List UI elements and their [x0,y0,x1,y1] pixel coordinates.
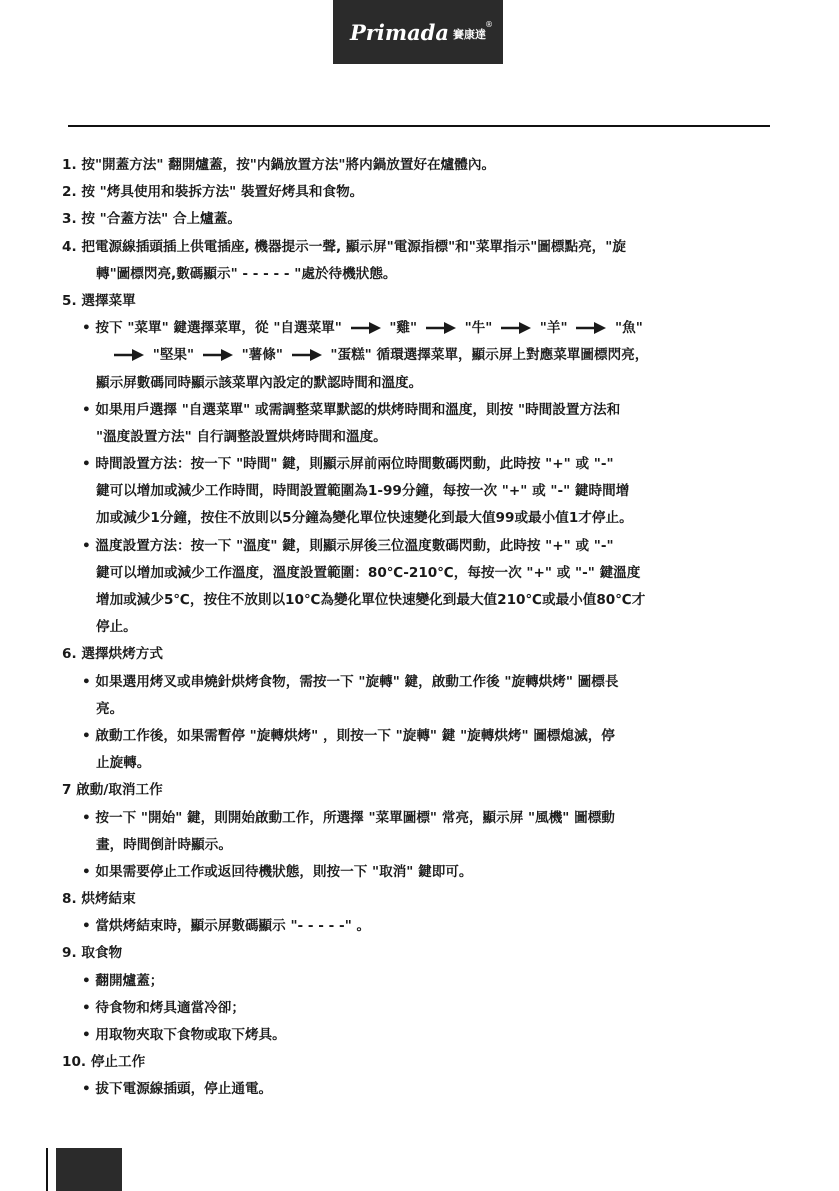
header-rule [68,125,770,127]
custom-menu-line-1: • 如果用戶選擇 "自選菜單" 或需調整菜單默認的烘烤時間和溫度，則按 "時間設置方法和 [82,401,621,418]
arrow-right-icon [292,349,322,361]
arrow-right-icon [203,349,233,361]
menu-chicken: "雞" [389,320,418,337]
time-setting-line-3: 加或減少1分鐘，按住不放則以5分鐘為變化單位快速變化到最大值99或最小值1才停止。 [96,510,633,527]
registered-mark: ® [485,20,493,29]
step-7-title: 7 啟動/取消工作 [62,782,163,799]
menu-lamb: "羊" [539,320,568,337]
menu-nuts: "堅果" [152,347,195,364]
take-food-line-1: • 翻開爐蓋； [82,972,164,989]
temp-setting-line-4: 停止。 [96,619,137,636]
pause-rotation-line-1: • 啟動工作後，如果需暫停 "旋轉烘烤" ，則按一下 "旋轉" 鍵 "旋轉烘烤" 圖標熄滅，停 [82,727,615,744]
start-line-2: 畫，時間倒計時顯示。 [96,836,232,853]
arrow-right-icon [114,349,144,361]
take-food-line-2: • 待食物和烤具適當冷卻； [82,999,245,1016]
step-9-title: 9. 取食物 [62,945,123,962]
menu-cycle-line-3: 顯示屏數碼同時顯示該菜單內設定的默認時間和溫度。 [96,374,423,391]
temp-setting-line-1: • 溫度設置方法：按一下 "溫度" 鍵，則顯示屏後三位溫度數碼閃動，此時按 "+" 或 "-" [82,537,614,554]
time-setting-line-2: 鍵可以增加或減少工作時間，時間設置範圍為1-99分鐘，每按一次 "+" 或 "-" 鍵時間增 [96,483,630,500]
footer-rule [46,1148,48,1191]
custom-menu-line-2: "溫度設置方法" 自行調整設置烘烤時間和溫度。 [96,428,387,445]
step-3: 3. 按 "合蓋方法" 合上爐蓋。 [62,211,241,228]
brand-name: Primada [350,19,449,45]
page-number-tab [56,1148,122,1191]
take-food-line-3: • 用取物夾取下食物或取下烤具。 [82,1027,286,1043]
menu-fish: "魚" [615,320,643,337]
brand-logo [333,0,503,64]
step-4-line-2: 轉"圖標閃亮,數碼顯示" - - - - - "處於待機狀態。 [96,265,397,282]
rotisserie-line-1: • 如果選用烤叉或串燒針烘烤食物，需按一下 "旋轉" 鍵，啟動工作後 "旋轉烘烤" 圖標長 [82,673,619,690]
rotisserie-line-2: 亮。 [96,700,124,717]
menu-cycle-line-1 [62,315,774,342]
step-2: 2. 按 "烤具使用和裝拆方法" 裝置好烤具和食物。 [62,184,364,201]
menu-cycle-text: • 按下 "菜單" 鍵選擇菜單，從 "自選菜單" [82,320,342,337]
menu-fries: "薯條" [241,347,283,364]
step-10-title: 10. 停止工作 [62,1054,146,1071]
brand-name-cn: 賽康達 [452,27,486,41]
pause-rotation-line-2: 止旋轉。 [96,755,151,772]
step-5-title: 5. 選擇菜單 [62,292,136,309]
menu-cycle-line-2 [62,342,774,369]
instructions-body [62,152,774,1104]
step-6-title: 6. 選擇烘烤方式 [62,646,163,663]
step-4-line-1: 4. 把電源線插頭插上供電插座, 機器提示一聲, 顯示屏"電源指標"和"菜單指示"圖標點亮，"旋 [62,238,626,255]
step-8-title: 8. 烘烤結束 [62,891,136,908]
menu-cake-tail: "蛋糕" 循環選擇菜單，顯示屏上對應菜單圖標閃亮， [330,347,649,364]
arrow-right-icon [501,322,531,334]
step-1: 1. 按"開蓋方法" 翻開爐蓋，按"内鍋放置方法"將内鍋放置好在爐體內。 [62,157,496,173]
temp-setting-line-3: 增加或減少5℃，按住不放則以10℃為變化單位快速變化到最大值210℃或最小值80℃才 [96,592,646,608]
menu-beef: "牛" [464,320,493,337]
start-line-1: • 按一下 "開始" 鍵，則開始啟動工作，所選擇 "菜單圖標" 常亮，顯示屏 "風機" 圖標動 [82,809,615,826]
finish-line: • 當烘烤結束時，顯示屏數碼顯示 "- - - - -" 。 [82,918,371,935]
arrow-right-icon [351,322,381,334]
temp-setting-line-2: 鍵可以增加或減少工作溫度，溫度設置範圍：80℃-210℃，每按一次 "+" 或 "-" 鍵溫度 [96,564,641,581]
arrow-right-icon [426,322,456,334]
time-setting-line-1: • 時間設置方法：按一下 "時間" 鍵，則顯示屏前兩位時間數碼閃動，此時按 "+" 或 "-" [82,456,614,473]
unplug-line: • 拔下電源線插頭，停止通電。 [82,1081,273,1098]
arrow-right-icon [576,322,606,334]
cancel-line: • 如果需要停止工作或返回待機狀態，則按一下 "取消" 鍵即可。 [82,863,473,880]
